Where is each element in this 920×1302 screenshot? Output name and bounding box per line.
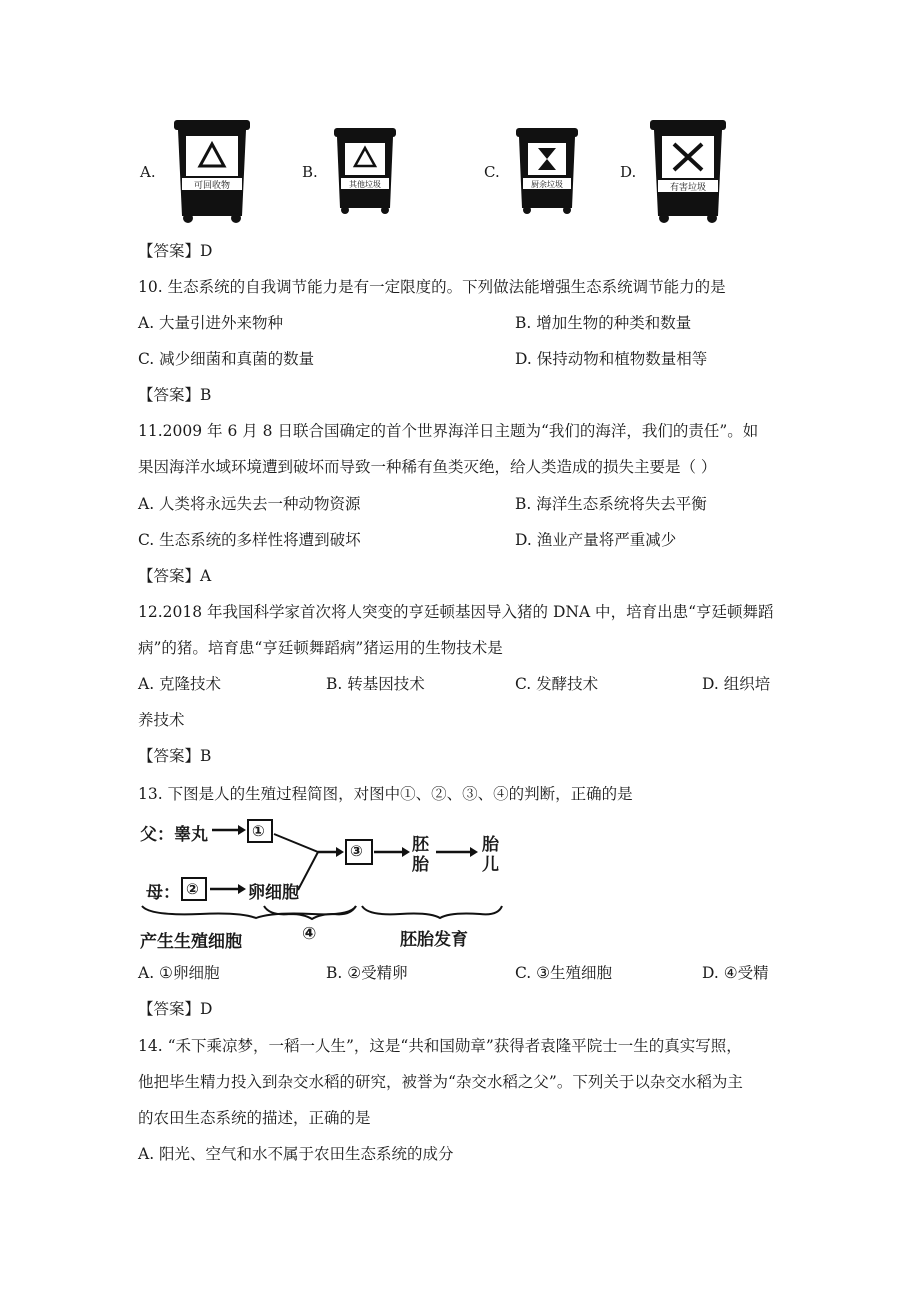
other-waste-bin-icon — [332, 126, 398, 216]
q12-option-b: B. 转基因技术 — [326, 675, 425, 693]
q11-option-a: A. 人类将永远失去一种动物资源 — [138, 495, 361, 513]
q12-answer: 【答案】B — [138, 747, 212, 765]
diagram-box1: ① — [252, 822, 265, 840]
q12-stem-line1: 12.2018 年我国科学家首次将人突变的亨廷顿基因导入猪的 DNA 中，培育出患“亨廷顿舞蹈 — [138, 603, 774, 621]
q10-option-a: A. 大量引进外来物种 — [138, 314, 284, 332]
q12-option-wrap: 养技术 — [138, 711, 185, 729]
diagram-fetus-1: 胎 — [482, 835, 499, 855]
recyclable-bin-icon — [172, 118, 252, 224]
q12-option-d: D. 组织培 — [702, 675, 771, 693]
q11-stem-line2: 果因海洋水域环境遭到破坏而导致一种稀有鱼类灭绝，给人类造成的损失主要是（ ） — [138, 458, 717, 476]
q13-option-b: B. ②受精卵 — [326, 964, 408, 982]
kitchen-waste-bin-icon — [514, 126, 580, 216]
q10-stem: 10. 生态系统的自我调节能力是有一定限度的。下列做法能增强生态系统调节能力的是 — [138, 278, 726, 296]
diagram-label-4: ④ — [302, 924, 317, 944]
q9-answer: 【答案】D — [138, 242, 213, 260]
q12-option-a: A. 克隆技术 — [138, 675, 222, 693]
q10-option-d: D. 保持动物和植物数量相等 — [515, 350, 708, 368]
q14-stem-line3: 的农田生态系统的描述，正确的是 — [138, 1109, 371, 1127]
q14-stem-line2: 他把毕生精力投入到杂交水稻的研究，被誉为“杂交水稻之父”。下列关于以杂交水稻为主 — [138, 1073, 743, 1091]
q11-option-b: B. 海洋生态系统将失去平衡 — [515, 495, 707, 513]
q13-answer: 【答案】D — [138, 1000, 213, 1018]
option-b-label: B. — [302, 163, 318, 181]
q11-answer: 【答案】A — [138, 567, 212, 585]
option-a-label: A. — [140, 163, 156, 181]
bin-a-text: 可回收物 — [193, 181, 231, 191]
option-d-label: D. — [620, 163, 637, 181]
bin-b-text: 其他垃圾 — [349, 180, 381, 189]
q12-stem-line2: 病”的猪。培育患“亨廷顿舞蹈病”猪运用的生物技术是 — [138, 639, 503, 657]
bin-c-text: 厨余垃圾 — [531, 180, 563, 189]
q13-stem: 13. 下图是人的生殖过程简图，对图中①、②、③、④的判断，正确的是 — [138, 785, 633, 803]
diagram-embryo-1: 胚 — [412, 835, 429, 855]
diagram-father-label: 父：睾丸 — [140, 825, 208, 845]
q14-option-a: A. 阳光、空气和水不属于农田生态系统的成分 — [138, 1145, 454, 1163]
q11-stem-line1: 11.2009 年 6 月 8 日联合国确定的首个世界海洋日主题为“我们的海洋，我们的责任”。如 — [138, 422, 759, 440]
q13-option-a: A. ①卵细胞 — [138, 964, 220, 982]
option-c-label: C. — [484, 163, 500, 181]
diagram-fetus-2: 儿 — [482, 855, 499, 875]
diagram-egg-label: 卵细胞 — [248, 883, 299, 903]
diagram-box2: ② — [186, 880, 199, 898]
q13-option-c: C. ③生殖细胞 — [515, 964, 613, 982]
q10-answer: 【答案】B — [138, 386, 212, 404]
q11-option-d: D. 渔业产量将严重减少 — [515, 531, 677, 549]
q13-option-d: D. ④受精 — [702, 964, 769, 982]
hazardous-waste-bin-icon — [648, 118, 728, 224]
diagram-box3: ③ — [350, 842, 363, 860]
diagram-produce-label: 产生生殖细胞 — [140, 932, 242, 952]
q12-option-c: C. 发酵技术 — [515, 675, 599, 693]
diagram-embryo-2: 胎 — [412, 855, 429, 875]
diagram-mother-label: 母： — [146, 883, 180, 903]
bin-d-text: 有害垃圾 — [669, 183, 707, 193]
q14-stem-line1: 14. “禾下乘凉梦，一稻一人生”，这是“共和国勋章”获得者袁隆平院士一生的真实写照， — [138, 1037, 742, 1055]
q11-option-c: C. 生态系统的多样性将遭到破坏 — [138, 531, 361, 549]
q10-option-c: C. 减少细菌和真菌的数量 — [138, 350, 315, 368]
diagram-dev-label: 胚胎发育 — [400, 930, 468, 950]
q10-option-b: B. 增加生物的种类和数量 — [515, 314, 692, 332]
